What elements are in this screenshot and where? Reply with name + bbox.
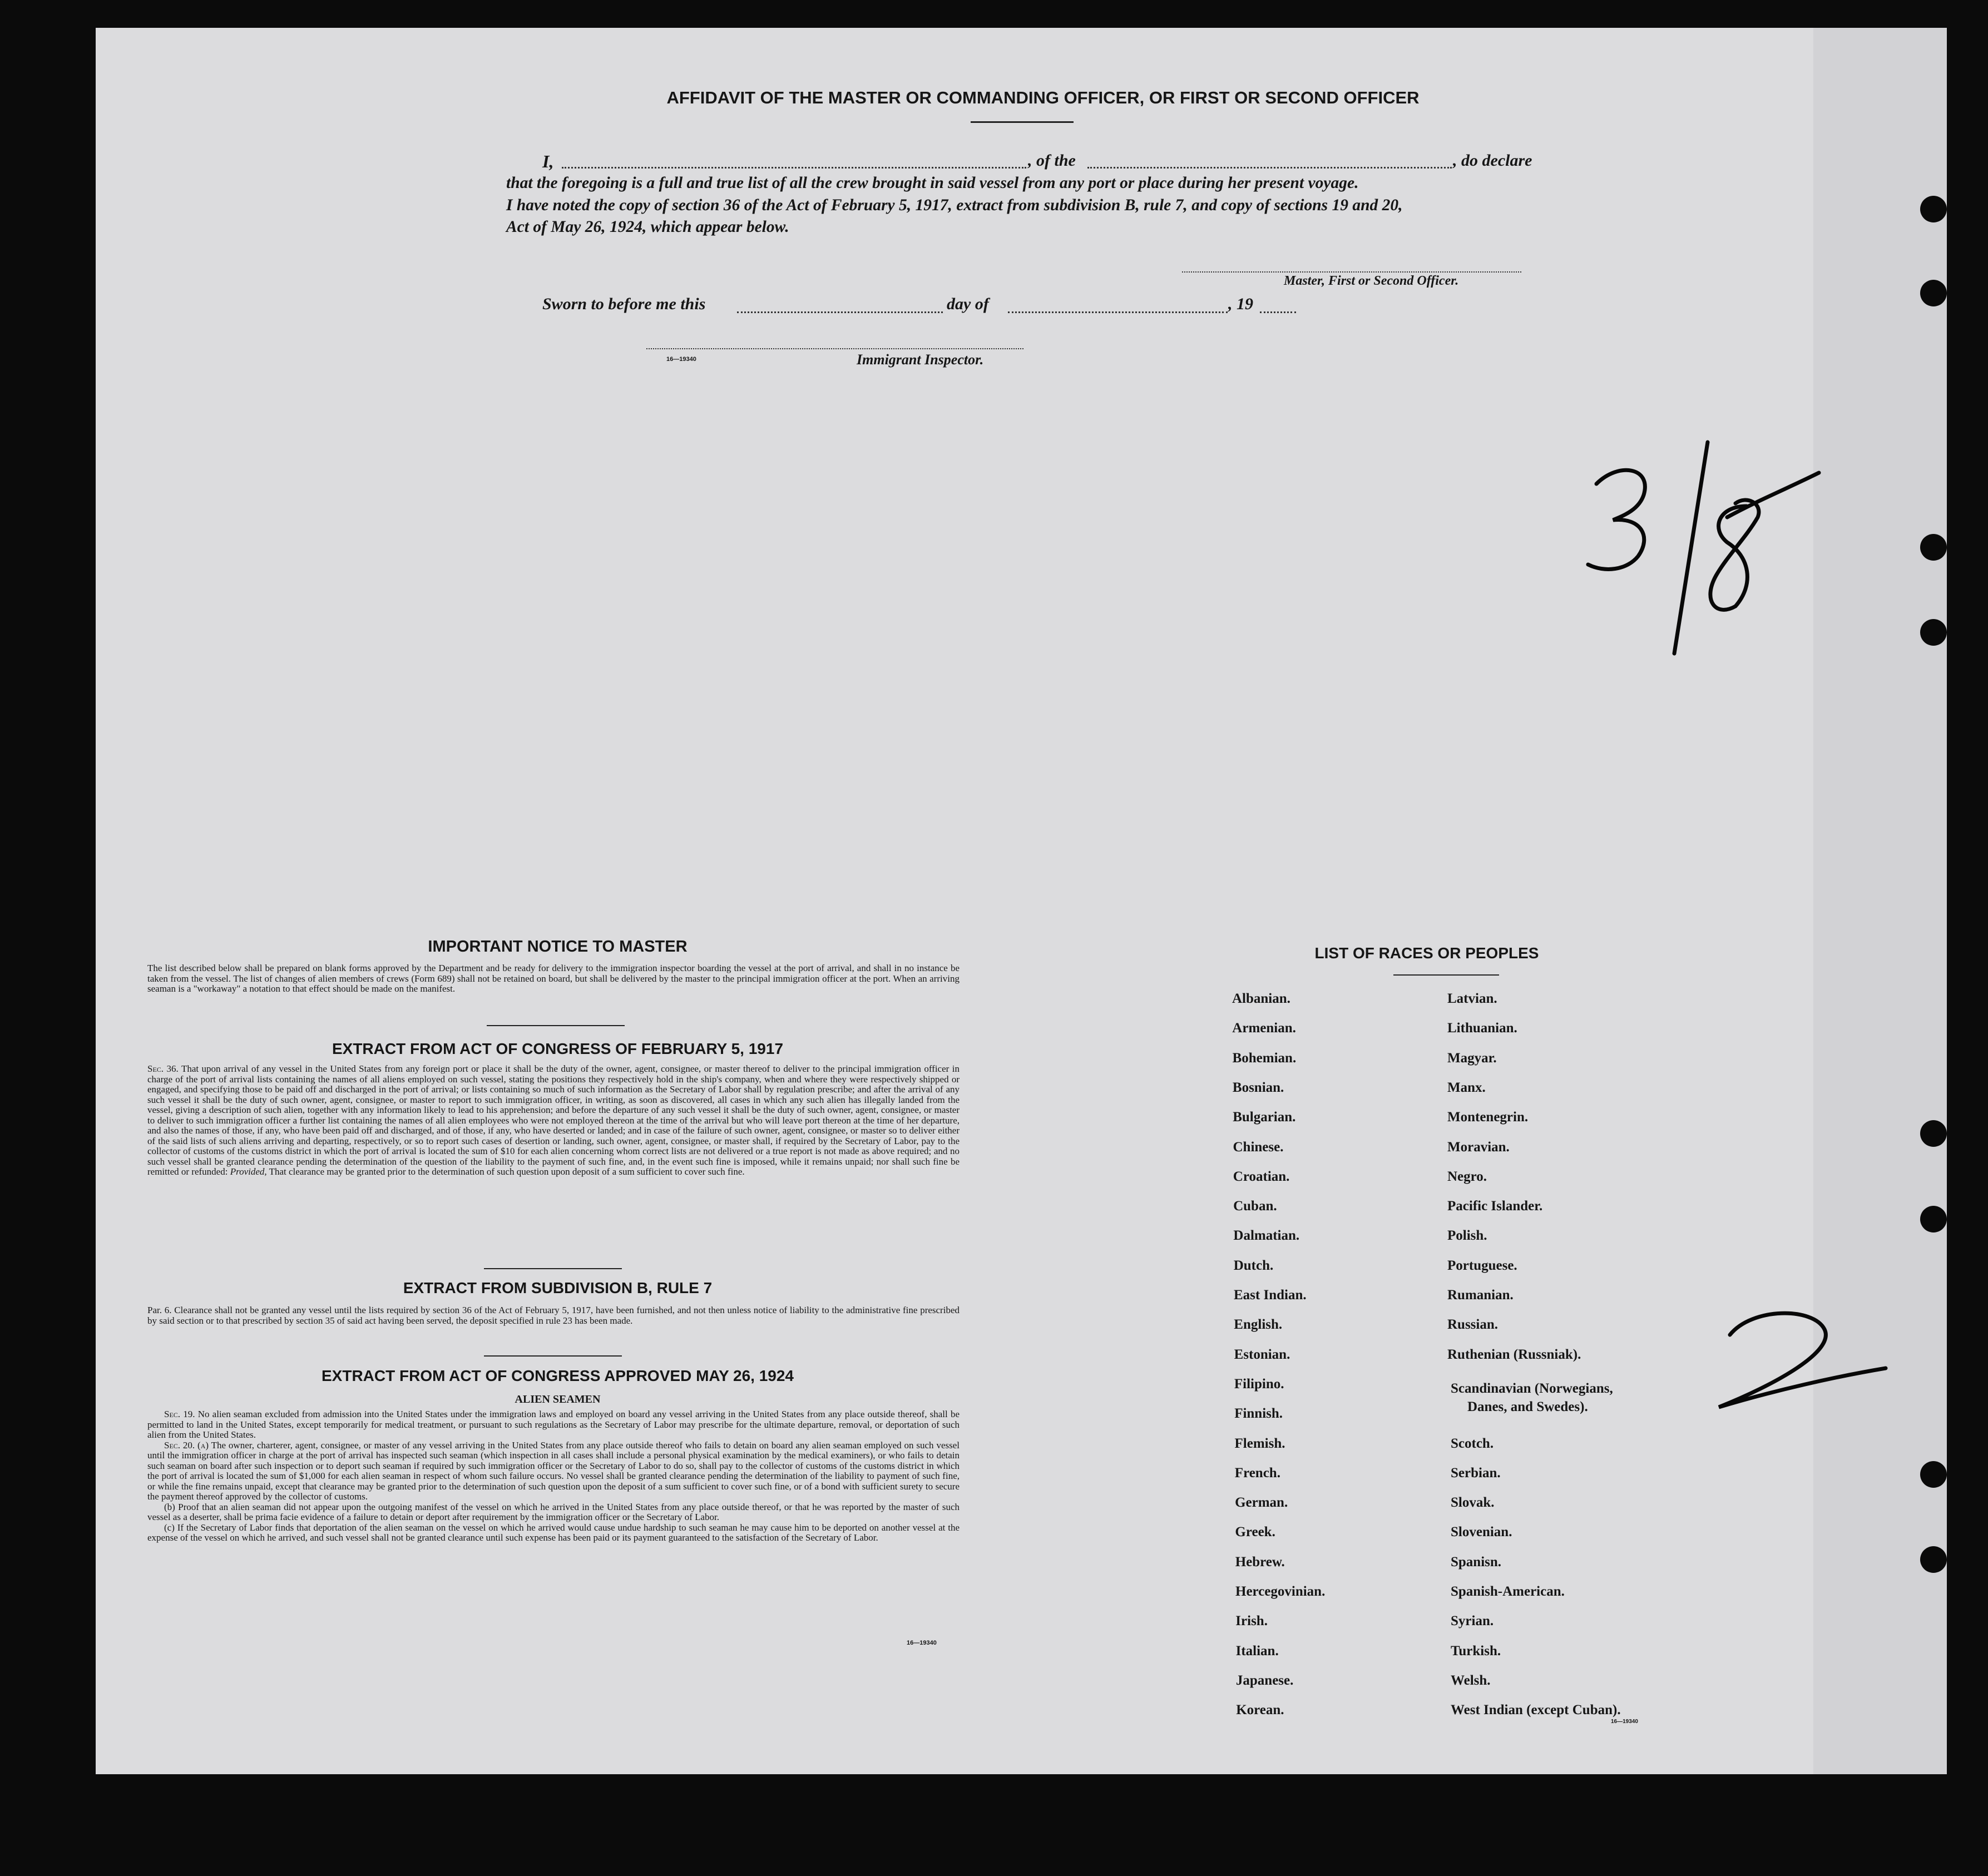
signature-label: Master, First or Second Officer. bbox=[1284, 274, 1459, 288]
race-item: Estonian. bbox=[1234, 1347, 1290, 1362]
race-item: Negro. bbox=[1447, 1169, 1487, 1184]
handwritten-number bbox=[1708, 1296, 1891, 1424]
race-item: Ruthenian (Russniak). bbox=[1447, 1347, 1581, 1362]
affidavit-title: AFFIDAVIT OF THE MASTER OR COMMANDING OFFICER, OR FIRST OR SECOND OFFICER bbox=[666, 88, 1420, 107]
year-prefix-label: , 19 bbox=[1228, 295, 1253, 313]
race-item: Rumanian. bbox=[1447, 1288, 1514, 1303]
race-item: Filipino. bbox=[1234, 1376, 1284, 1392]
race-item: Greek. bbox=[1235, 1524, 1275, 1540]
provided-label: Provided, bbox=[230, 1166, 267, 1177]
extract-form-number: 16—19340 bbox=[907, 1640, 937, 1646]
notice-title: IMPORTANT NOTICE TO MASTER bbox=[428, 938, 688, 956]
day-of-label: day of bbox=[947, 295, 989, 313]
race-item: Pacific Islander. bbox=[1447, 1199, 1543, 1214]
race-item: Flemish. bbox=[1234, 1436, 1285, 1451]
sec-19-label: Sec. 19. bbox=[164, 1409, 195, 1419]
binder-hole bbox=[1920, 1120, 1947, 1147]
race-item: Serbian. bbox=[1451, 1465, 1501, 1481]
race-item: Bulgarian. bbox=[1233, 1110, 1296, 1125]
subdivision-b-text: Par. 6. Clearance shall not be granted any vessel until the lists required by section 36 of the Act of February 5, 1917, have been furnished, and not then unless notice of liability to the administrative fine prescribed by said section or to that prescribed by section 35 of said act having been served, the deposit specified in rule 23 has been made. bbox=[147, 1305, 960, 1326]
races-title: LIST OF RACES OR PEOPLES bbox=[1314, 944, 1539, 962]
race-item: Japanese. bbox=[1235, 1672, 1294, 1688]
year-blank bbox=[1260, 311, 1296, 313]
sec-20b-text: (b) Proof that an alien seaman did not appear upon the outgoing manifest of the vessel on which he arrived in the United States from any place outside thereof, or that he was reported by the master of such vessel as a deserter, shall be prima facie evidence of a failure to detain or deport after requirement by the immigration officer or the Secretary of Labor. bbox=[147, 1501, 960, 1522]
race-item: Dalmatian. bbox=[1233, 1228, 1300, 1244]
races-form-number: 16—19340 bbox=[1611, 1719, 1638, 1725]
sec-36-text-end: That clearance may be granted prior to the determination of such question upon deposit of a sum sufficient to cover such fine. bbox=[269, 1166, 745, 1177]
race-item: Lithuanian. bbox=[1447, 1021, 1517, 1036]
race-item: Polish. bbox=[1447, 1228, 1487, 1244]
notice-text: The list described below shall be prepared on blank forms approved by the Department and be ready for delivery to the immigration inspector boarding the vessel at the port of arrival, and shall in no instance be taken from the vessel. The list of changes of alien members of crews (Form 689) shall not be retained on board, but shall be delivered by the master to the principal immigration officer at the port. When an arriving seaman is a "workaway" a notation to that effect should be made on the manifest. bbox=[147, 963, 960, 994]
section-divider bbox=[487, 1025, 625, 1026]
race-item: Welsh. bbox=[1451, 1672, 1491, 1688]
sworn-label: Sworn to before me this bbox=[542, 295, 706, 313]
race-item: Cuban. bbox=[1233, 1199, 1277, 1214]
race-item: Moravian. bbox=[1447, 1139, 1510, 1155]
race-item: Albanian. bbox=[1232, 991, 1290, 1006]
race-item: Dutch. bbox=[1233, 1258, 1274, 1273]
name-blank bbox=[562, 167, 1026, 169]
race-item: Scotch. bbox=[1451, 1436, 1494, 1451]
binder-hole bbox=[1920, 619, 1947, 646]
race-item: Bosnian. bbox=[1232, 1080, 1284, 1095]
sec-20c-text: (c) If the Secretary of Labor finds that deportation of the alien seaman on the vessel on which he arrived would cause undue hardship to such seaman he may cause him to be deported on another vessel at the expense of the vessel on which he arrived, and such vessel shall not be granted clearance until such expense has been paid or its payment guaranteed to the satisfaction of the Secretary of Labor. bbox=[147, 1522, 960, 1543]
races-title-underline bbox=[1393, 974, 1499, 976]
race-item: West Indian (except Cuban). bbox=[1451, 1702, 1621, 1718]
binder-hole bbox=[1920, 1461, 1947, 1488]
race-item: Spanisn. bbox=[1451, 1554, 1502, 1570]
race-item: Russian. bbox=[1447, 1317, 1499, 1333]
race-item: Spanish-American. bbox=[1451, 1584, 1565, 1599]
binder-hole bbox=[1920, 280, 1947, 306]
race-item: Croatian. bbox=[1233, 1169, 1290, 1184]
title-underline bbox=[971, 121, 1074, 123]
race-item: Portuguese. bbox=[1447, 1258, 1517, 1273]
race-item: East Indian. bbox=[1234, 1288, 1307, 1303]
race-item: Slovak. bbox=[1451, 1495, 1495, 1511]
race-item: Scandinavian (Norwegians, bbox=[1451, 1380, 1613, 1396]
race-item: Manx. bbox=[1447, 1080, 1486, 1095]
extract-1924-text bbox=[147, 1409, 960, 1543]
affidavit-line-3: I have noted the copy of section 36 of the Act of February 5, 1917, extract from subdivision B, rule 7, and copy of sections 19 and 20, bbox=[506, 196, 1403, 214]
race-item: Turkish. bbox=[1451, 1643, 1501, 1659]
sec-36-label: Sec. 36. bbox=[147, 1063, 179, 1074]
handwritten-fraction bbox=[1580, 439, 1824, 662]
extract-1917-title: EXTRACT FROM ACT OF CONGRESS OF FEBRUARY 5, 1917 bbox=[332, 1040, 784, 1057]
extract-1924-title: EXTRACT FROM ACT OF CONGRESS APPROVED MAY 26, 1924 bbox=[322, 1367, 794, 1384]
sworn-day-blank bbox=[737, 311, 943, 313]
inspector-label: Immigrant Inspector. bbox=[857, 352, 984, 368]
affidavit-line-4: Act of May 26, 1924, which appear below. bbox=[506, 218, 789, 236]
subdivision-b-title: EXTRACT FROM SUBDIVISION B, RULE 7 bbox=[403, 1279, 713, 1296]
race-item-scandinavian-cont: Danes, and Swedes). bbox=[1467, 1399, 1588, 1414]
affidavit-form-number: 16—19340 bbox=[666, 356, 696, 363]
race-item: Slovenian. bbox=[1451, 1524, 1512, 1540]
binder-hole bbox=[1920, 1206, 1947, 1232]
section-divider bbox=[484, 1268, 622, 1269]
race-item: Latvian. bbox=[1447, 991, 1497, 1006]
race-item: Finnish. bbox=[1234, 1406, 1283, 1422]
of-the-label: , of the bbox=[1028, 151, 1076, 170]
vessel-blank bbox=[1087, 167, 1452, 169]
binder-hole bbox=[1920, 534, 1947, 561]
race-item: Hebrew. bbox=[1235, 1554, 1285, 1570]
sec-20a-text: The owner, charterer, agent, consignee, or master of any vessel arriving in the United States from any place outside thereof who fails to detain on board any alien seaman employed on such vessel until the immigration officer in charge at the port of arrival has inspected such seaman (which inspection in all cases shall include a personal physical examination by the medical examiners), or who fails to detain such seaman on board after such inspection or to deport such seaman if required by such immigration officer or the Secretary of Labor to do so, shall pay to the collector of customs of the customs district in which the port of arrival is located the sum of $1,000 for each alien seaman in respect of whom such failure occurs. No vessel shall be granted clearance pending the determination of the liability to payment of such fine, or while the fine remains unpaid, except that clearance may be granted prior to the determination of such question upon the deposit of a sum sufficient to cover such fine, or of a bond with sufficient surety to secure the payment thereof approved by the collector of customs. bbox=[147, 1439, 960, 1502]
race-item: English. bbox=[1234, 1317, 1283, 1333]
do-declare-label: , do declare bbox=[1453, 151, 1532, 170]
affidavit-line-2: that the foregoing is a full and true list of all the crew brought in said vessel from any port or place during her present voyage. bbox=[506, 174, 1359, 192]
race-item: Irish. bbox=[1235, 1613, 1268, 1629]
race-item: Syrian. bbox=[1451, 1613, 1494, 1629]
sworn-month-blank bbox=[1008, 311, 1228, 313]
inspector-signature-line bbox=[646, 348, 1023, 349]
sec-19-text: No alien seaman excluded from admission into the United States under the immigration laws and employed on board any vessel arriving in the United States from any place outside thereof, shall be permitted to land in the United States, except temporarily for medical treatment, or pursuant to such regulations as the Secretary of Labor may prescribe for the ultimate departure, removal, or deportation of such alien from the United States. bbox=[147, 1409, 960, 1440]
signature-line bbox=[1182, 271, 1521, 273]
race-item: German. bbox=[1235, 1495, 1288, 1511]
binder-hole bbox=[1920, 1546, 1947, 1573]
section-divider bbox=[484, 1355, 622, 1357]
extract-1917-text bbox=[147, 1064, 960, 1177]
race-item: French. bbox=[1234, 1465, 1280, 1481]
race-item: Korean. bbox=[1236, 1702, 1284, 1718]
binder-hole bbox=[1920, 196, 1947, 222]
affidavit-i-label: I, bbox=[542, 151, 554, 171]
race-item: Italian. bbox=[1235, 1643, 1279, 1659]
sec-20-label: Sec. 20. (a) bbox=[164, 1439, 209, 1451]
race-item: Montenegrin. bbox=[1447, 1110, 1529, 1125]
race-item: Hercegovinian. bbox=[1235, 1584, 1326, 1599]
sec-36-text: That upon arrival of any vessel in the United States from any foreign port or place it shall be the duty of the owner, agent, consignee, or master thereof to deliver to the principal immigration officer in charge of the port of arrival lists containing the names of all aliens employed on such vessel, stating the positions they respectively hold in the ship's company, when and where they were respectively shipped or engaged, and specifying those to be paid off and discharged in the port of arrival; or lists containing so much of such information as the Secretary of Labor shall by regulation prescribe; and after the arrival of any such vessel it shall be the duty of such owner, agent, consignee, or master to report to such immigration officer, in writing, as soon as discovered, all cases in which any such alien has illegally landed from the vessel, giving a description of such alien, together with any information likely to lead to his apprehension; and before the departure of any such vessel it shall be the duty of such owner, agent, consignee, or master to deliver to such immigration officer a further list containing the names of all alien employees who were not employed thereon at the time of the arrival but who will leave port thereon at the time of her departure, and also the names of those, if any, who have been paid off and discharged, and of those, if any, who have deserted or landed; and in case of the failure of such owner, agent, consignee, or master so to deliver either of the said lists of such aliens arriving and departing, respectively, or so to report such cases of desertion or landing, such owner, agent, consignee, or master shall, if required by the Secretary of Labor, pay to the collector of customs of the customs district in which the port of arrival is located the sum of $10 for each alien concerning whom correct lists are not delivered or a true report is not made as above required; and no such vessel shall be granted clearance pending the determination of the question of the liability to the payment of such fine, and, in the event such fine is imposed, while it remains unpaid; nor shall such fine be remitted or refunded: bbox=[147, 1063, 960, 1177]
race-item: Bohemian. bbox=[1232, 1050, 1297, 1066]
race-item: Chinese. bbox=[1233, 1139, 1284, 1155]
race-item: Magyar. bbox=[1447, 1050, 1497, 1066]
alien-seamen-subtitle: ALIEN SEAMEN bbox=[515, 1393, 601, 1405]
race-item: Armenian. bbox=[1232, 1021, 1296, 1036]
